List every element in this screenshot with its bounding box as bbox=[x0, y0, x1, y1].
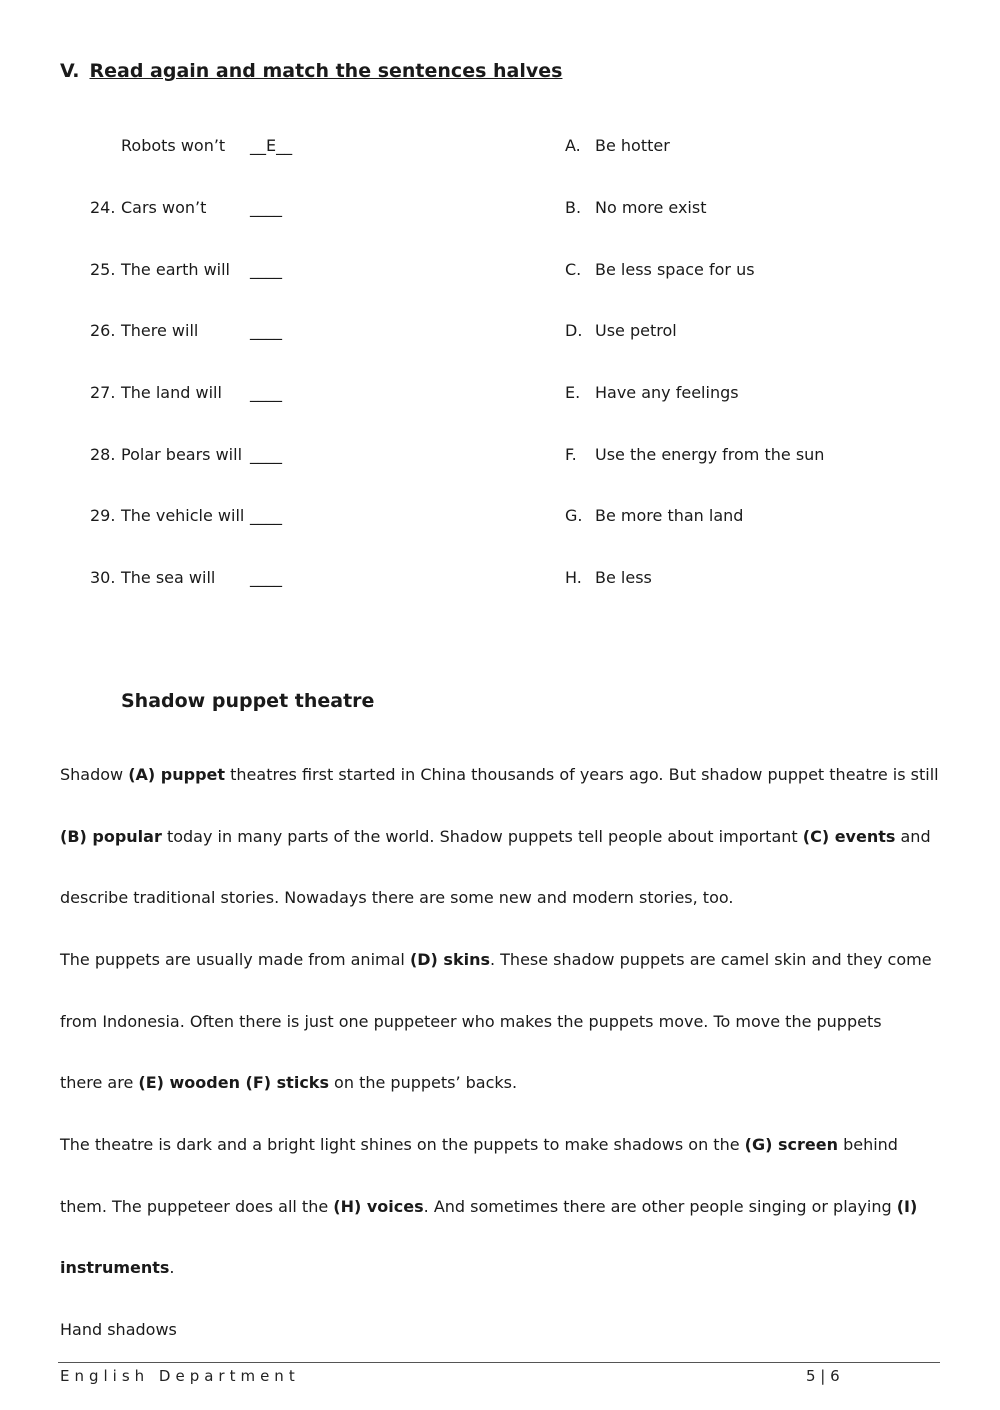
option-letter: D. bbox=[565, 321, 583, 340]
passage-text: there are bbox=[60, 1073, 139, 1092]
highlighted-word: instruments bbox=[60, 1258, 170, 1277]
sentence-start: The land will bbox=[121, 383, 222, 402]
sentence-start: The earth will bbox=[121, 260, 230, 279]
highlighted-word: (C) events bbox=[802, 827, 896, 846]
passage-text: . These shadow puppets are camel skin and they come bbox=[489, 950, 932, 969]
answer-blank[interactable]: ____ bbox=[250, 568, 282, 587]
highlighted-word: (B) popular bbox=[60, 827, 162, 846]
passage-line bbox=[60, 765, 939, 784]
passage-text: describe traditional stories. Nowadays there are some new and modern stories, too. bbox=[60, 888, 734, 907]
passage-text: from Indonesia. Often there is just one puppeteer who makes the puppets move. To move the puppets bbox=[60, 1012, 882, 1031]
passage-text: The theatre is dark and a bright light shines on the puppets to make shadows on the bbox=[60, 1135, 745, 1154]
sentence-ending: Be less bbox=[595, 568, 652, 587]
sentence-ending: No more exist bbox=[595, 198, 707, 217]
passage-line bbox=[60, 950, 932, 969]
passage-text: . And sometimes there are other people singing or playing bbox=[423, 1197, 897, 1216]
answer-blank[interactable]: ____ bbox=[250, 198, 282, 217]
section-heading bbox=[60, 60, 562, 82]
item-number: 25. bbox=[90, 260, 116, 279]
option-letter: E. bbox=[565, 383, 581, 402]
answer-blank[interactable]: ____ bbox=[250, 383, 282, 402]
passage-line bbox=[60, 1258, 175, 1277]
sentence-start: The sea will bbox=[121, 568, 216, 587]
highlighted-word: (D) skins bbox=[409, 950, 490, 969]
passage-line bbox=[60, 1320, 177, 1339]
option-letter: F. bbox=[565, 445, 577, 464]
passage-text: theatres first started in China thousands of years ago. But shadow puppet theatre is still bbox=[225, 765, 939, 784]
passage-line bbox=[60, 888, 733, 907]
highlighted-word: (H) voices bbox=[333, 1197, 424, 1216]
highlighted-word: (A) puppet bbox=[128, 765, 226, 784]
item-number: 30. bbox=[90, 568, 116, 587]
answer-blank[interactable]: ____ bbox=[250, 445, 282, 464]
sentence-start: The vehicle will bbox=[121, 506, 245, 525]
footer-divider bbox=[58, 1362, 940, 1363]
footer-page-number: 5 | 6 bbox=[806, 1367, 840, 1385]
passage-line bbox=[60, 1197, 917, 1216]
sentence-ending: Be hotter bbox=[595, 136, 670, 155]
highlighted-word: (I) bbox=[896, 1197, 918, 1216]
sentence-start: Polar bears will bbox=[121, 445, 243, 464]
sentence-ending: Use petrol bbox=[595, 321, 677, 340]
sentence-start: Robots won’t bbox=[121, 136, 226, 155]
sentence-ending: Be more than land bbox=[595, 506, 744, 525]
passage-text: today in many parts of the world. Shadow puppets tell people about important bbox=[161, 827, 803, 846]
answer-blank[interactable]: ____ bbox=[250, 260, 282, 279]
section-title: Read again and match the sentences halves bbox=[89, 60, 563, 82]
passage-line bbox=[60, 1073, 517, 1092]
passage-line bbox=[60, 827, 931, 846]
highlighted-word: (E) wooden (F) sticks bbox=[138, 1073, 329, 1092]
option-letter: A. bbox=[565, 136, 581, 155]
footer-department: English Department bbox=[60, 1367, 300, 1385]
sentence-start: There will bbox=[121, 321, 199, 340]
item-number: 28. bbox=[90, 445, 116, 464]
option-letter: B. bbox=[565, 198, 582, 217]
item-number: 24. bbox=[90, 198, 116, 217]
passage-text: Shadow bbox=[60, 765, 129, 784]
answer-blank[interactable]: __E__ bbox=[250, 136, 293, 155]
passage-line bbox=[60, 1012, 882, 1031]
passage-text: behind bbox=[837, 1135, 898, 1154]
option-letter: G. bbox=[565, 506, 583, 525]
passage-text: on the puppets’ backs. bbox=[328, 1073, 518, 1092]
reading-title: Shadow puppet theatre bbox=[121, 690, 375, 712]
sentence-ending: Have any feelings bbox=[595, 383, 739, 402]
passage-text: . bbox=[169, 1258, 175, 1277]
passage-text: Hand shadows bbox=[60, 1320, 177, 1339]
sentence-ending: Use the energy from the sun bbox=[595, 445, 825, 464]
passage-text: and bbox=[895, 827, 931, 846]
option-letter: H. bbox=[565, 568, 582, 587]
sentence-start: Cars won’t bbox=[121, 198, 207, 217]
highlighted-word: (G) screen bbox=[744, 1135, 838, 1154]
answer-blank[interactable]: ____ bbox=[250, 506, 282, 525]
passage-line bbox=[60, 1135, 898, 1154]
passage-text: them. The puppeteer does all the bbox=[60, 1197, 334, 1216]
option-letter: C. bbox=[565, 260, 582, 279]
section-number: V. bbox=[60, 60, 80, 82]
passage-text: The puppets are usually made from animal bbox=[60, 950, 410, 969]
item-number: 26. bbox=[90, 321, 116, 340]
sentence-ending: Be less space for us bbox=[595, 260, 755, 279]
item-number: 29. bbox=[90, 506, 116, 525]
answer-blank[interactable]: ____ bbox=[250, 321, 282, 340]
item-number: 27. bbox=[90, 383, 116, 402]
